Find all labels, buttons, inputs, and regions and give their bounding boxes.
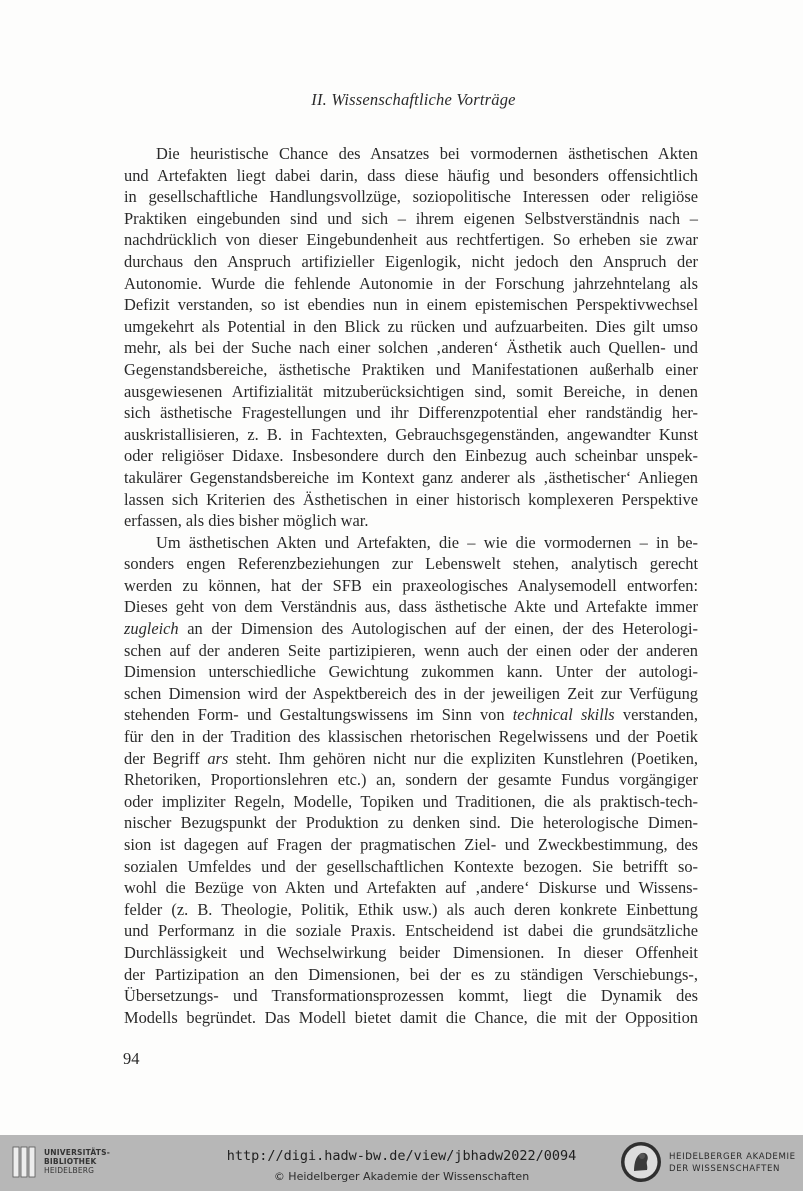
- text-line: für den in der Tradition des klassischen rhetorischen Regelwissens und der Poetik: [124, 727, 698, 747]
- text-line: Dimension unterschiedliche Gewichtung zukommen kann. Unter der autologi-: [124, 662, 698, 682]
- text-line: [124, 748, 698, 770]
- text-line: [124, 704, 698, 726]
- academy-name-line: HEIDELBERGER AKADEMIE: [669, 1152, 796, 1162]
- text-line: werden zu können, hat der SFB ein praxeologisches Analysemodell entworfen:: [124, 575, 698, 595]
- text-line: sonders engen Referenzbeziehungen zur Lebenswelt stehen, analytisch gerecht: [124, 554, 698, 574]
- emphasis-ars: ars: [207, 748, 229, 768]
- text-line-segment: an der Dimension des Autologischen auf der einen, der des Heterologi-: [187, 619, 698, 639]
- ub-name-line: UNIVERSITÄTS-: [44, 1148, 111, 1157]
- text-line: oder religiöser Didaxe. Insbesondere durch den Einbezug auch scheinbar unspek-: [124, 446, 698, 466]
- text-line: Übersetzungs- und Transformationsprozessen kommt, liegt die Dynamik des: [124, 986, 698, 1006]
- text-line: und Artefakten liegt dabei darin, dass diese häufig und besonders offensichtlich: [124, 165, 698, 185]
- text-line: felder (z. B. Theologie, Politik, Ethik usw.) als auch deren konkrete Einbettung: [124, 899, 698, 919]
- text-line-segment: verstanden,: [622, 705, 698, 725]
- academy-name[interactable]: [669, 1151, 796, 1175]
- running-header: [0, 90, 803, 110]
- body-text: [124, 143, 698, 1028]
- emphasis-zugleich: zugleich: [124, 619, 179, 639]
- text-line: Defizit verstanden, so ist ebendies nun in einem epistemischen Perspektivwechsel: [124, 295, 698, 315]
- text-line: Die heuristische Chance des Ansatzes bei vormodernen ästhetischen Akten: [156, 144, 698, 163]
- text-line: Durchlässigkeit und Wechselwirkung beider Dimensionen. In dieser Offenheit: [124, 942, 698, 962]
- ub-name-line: HEIDELBERG: [44, 1166, 95, 1175]
- text-line: wohl die Bezüge von Akten und Artefakten auf ‚andere‘ Diskurse und Wissens-: [124, 878, 698, 898]
- academy-seal-icon[interactable]: [620, 1141, 662, 1183]
- text-line: Dieses geht von dem Verständnis aus, dass ästhetische Akte und Artefakte immer: [124, 597, 698, 617]
- text-line: mehr, als bei der Suche nach einer solchen ‚anderen‘ Ästhetik auch Quellen- und: [124, 338, 698, 358]
- text-line: sich ästhetische Fragestellungen und ihr Differenzpotential eher randständig her-: [124, 403, 698, 423]
- text-line: takulärer Gegenstandsbereiche im Kontext ganz anderer als ‚ästhetischer‘ Anliegen: [124, 467, 698, 487]
- page-number: 94: [123, 1049, 140, 1068]
- text-line: der Partizipation an den Dimensionen, bei der es zu ständigen Verschiebungs-,: [124, 964, 698, 984]
- text-line: schen Dimension wird der Aspektbereich des in der jeweiligen Zeit zur Verfügung: [124, 683, 698, 703]
- text-line: sion ist dagegen auf Fragen der pragmatischen Ziel- und Zweckbestimmung, des: [124, 835, 698, 854]
- academy-name-line: DER WISSENSCHAFTEN: [669, 1164, 781, 1174]
- text-line: nachdrücklich von dieser Eingebundenheit aus rechtfertigen. So erheben sie zwar: [124, 230, 698, 250]
- text-line-segment: stehenden Form- und Gestaltungswissens im Sinn von: [124, 705, 505, 725]
- text-line: Modells begründet. Das Modell bietet damit die Chance, die mit der Opposition: [124, 1007, 698, 1027]
- text-line: oder impliziter Regeln, Modelle, Topiken und Traditionen, die als praktisch-tech-: [124, 791, 698, 811]
- text-line: Gegenstandsbereiche, ästhetische Praktiken und Manifestationen außerhalb einer: [124, 359, 698, 379]
- footer-bar: [0, 1135, 803, 1191]
- text-line: erfassen, als dies bisher möglich war.: [124, 511, 369, 531]
- text-line: ausgewiesenen Artifizialität mitzuberücksichtigen sind, somit Bereiche, in denen: [124, 381, 698, 401]
- text-line: Praktiken eingebunden sind und sich – ihrem eigenen Selbstverständnis nach –: [124, 208, 698, 228]
- text-line: sozialen Umfeldes und der gesellschaftlichen Kontexte bezogen. Sie betrifft so-: [124, 856, 698, 876]
- running-header-title: II. Wissenschaftliche Vorträge: [311, 90, 516, 109]
- text-line: Autonomie. Wurde die fehlende Autonomie in der Forschung jahrzehntelang als: [124, 273, 698, 293]
- text-line: auskristallisieren, z. B. in Fachtexten, Gebrauchsgegenständen, angewandter Kunst: [124, 424, 698, 444]
- permalink-url[interactable]: http://digi.hadw-bw.de/view/jbhadw2022/0094: [226, 1148, 577, 1164]
- text-line: durchaus den Anspruch artifizieller Eigenlogik, nicht jedoch den Anspruch der: [124, 251, 698, 271]
- copyright-notice: © Heidelberger Akademie der Wissenschaften: [273, 1170, 530, 1183]
- text-line: umgekehrt als Potential in den Blick zu rücken und aufzuarbeiten. Dies gilt umso: [124, 316, 698, 336]
- ub-name-line: BIBLIOTHEK: [44, 1157, 97, 1166]
- text-line-segment: der Begriff: [124, 748, 200, 768]
- text-line: [124, 618, 698, 640]
- text-line: schen auf der anderen Seite partizipieren, wenn auch der einen oder der anderen: [124, 640, 698, 660]
- text-line: Rhetoriken, Proportionslehren etc.) an, sondern der gesamte Fundus vorgängiger: [124, 770, 698, 790]
- text-line: Um ästhetischen Akten und Artefakten, die – wie die vormodernen – in be-: [156, 532, 698, 552]
- text-line: lassen sich Kriterien des Ästhetischen in einer historisch komplexeren Perspektive: [124, 489, 698, 509]
- text-line: nischer Bezugspunkt der Produktion zu denken sind. Die heterologische Dimen-: [124, 813, 698, 833]
- text-line: und Performanz in die soziale Praxis. Entscheidend ist dabei die grundsätzliche: [124, 921, 698, 941]
- text-line-segment: steht. Ihm gehören nicht nur die expliziten Kunstlehren (Poetiken,: [235, 748, 698, 768]
- text-line: in gesellschaftliche Handlungsvollzüge, soziopolitische Interessen oder religiöse: [124, 187, 698, 207]
- emphasis-technical-skills: technical skills: [512, 705, 615, 725]
